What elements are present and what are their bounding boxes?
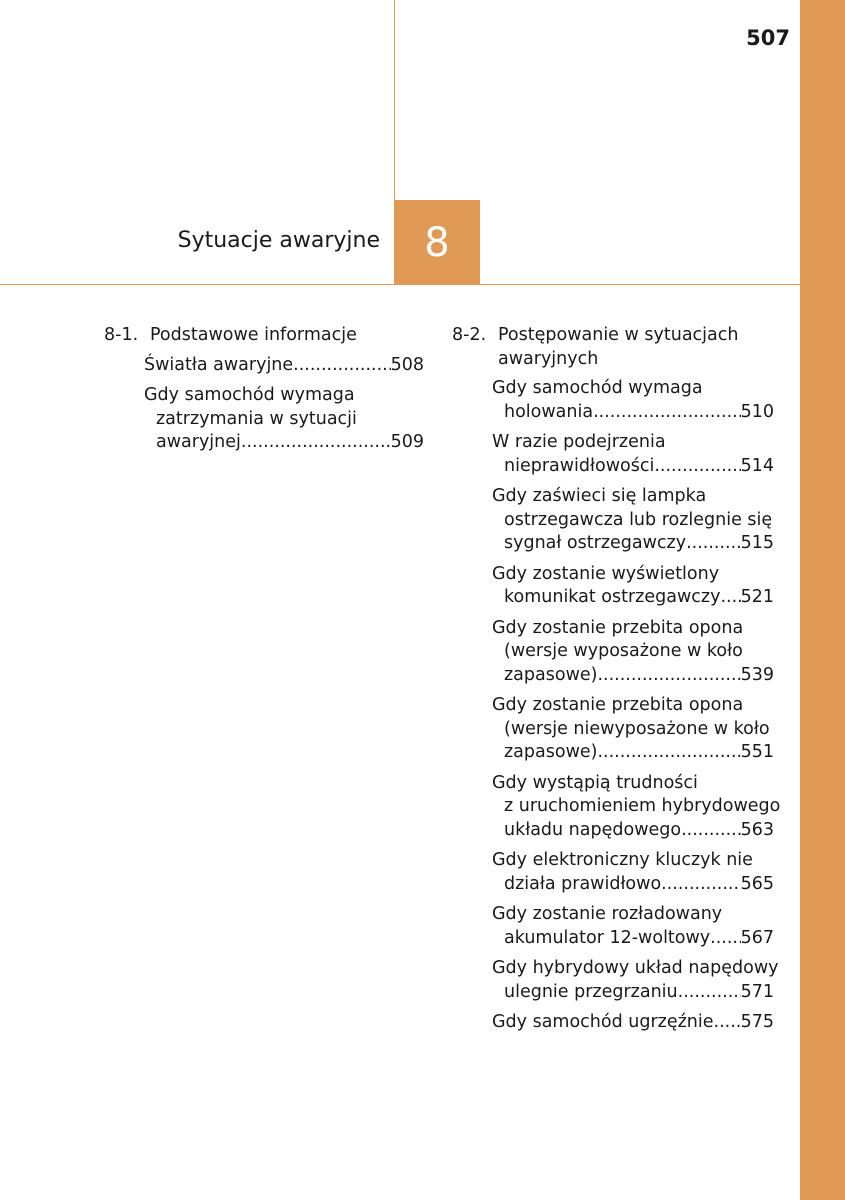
toc-entry-line: Gdy hybrydowy układ napędowy — [492, 958, 779, 978]
toc-entry-line: Gdy zostanie wyświetlony — [492, 563, 720, 584]
toc-entry-text: sygnał ostrzegawczy — [504, 533, 687, 553]
toc-entry-line: (wersje niewyposażone w koło — [504, 718, 770, 739]
section-title: Postępowanie w sytuacjach awaryjnych — [498, 325, 739, 369]
toc-entry-leader-line — [492, 927, 774, 951]
toc-entry[interactable] — [492, 903, 774, 950]
toc-entry[interactable] — [492, 1011, 774, 1035]
toc-entry[interactable] — [492, 849, 774, 896]
dot-leader — [678, 981, 741, 1005]
toc-entry-text: zapasowe) — [504, 742, 598, 762]
toc-entry[interactable] — [492, 431, 774, 478]
toc-entry-line: Gdy wystąpią trudności — [492, 772, 698, 793]
toc-entry-line: z uruchomieniem hybrydowego — [504, 796, 781, 816]
toc-entry-line: Gdy samochód wymaga — [144, 385, 355, 405]
dot-leader — [241, 431, 391, 455]
toc-entry-leader-line — [492, 455, 774, 479]
toc-entry-line: Gdy zostanie rozładowany — [492, 904, 723, 924]
toc-entry-line: ostrzegawcza lub rozlegnie się — [504, 509, 773, 530]
toc-entry-leader-line — [492, 401, 774, 425]
toc-entry-text: działa prawidłowo — [504, 873, 662, 894]
toc-entry[interactable] — [144, 354, 424, 378]
dot-leader — [597, 741, 740, 765]
toc-entry-text: awaryjnej — [156, 432, 241, 452]
toc-entry-line: Gdy zostanie przebita opona — [492, 617, 744, 638]
chapter-number-box — [394, 200, 480, 285]
section-heading — [452, 324, 774, 371]
dot-leader — [654, 455, 740, 479]
toc-entry-text: zapasowe) — [504, 664, 598, 685]
section-number: 8-2. — [452, 325, 487, 345]
toc-entry-line: Gdy zostanie przebita opona — [492, 695, 744, 715]
toc-entry-page: 551 — [740, 742, 774, 762]
dot-leader — [720, 586, 740, 610]
vertical-divider — [394, 0, 395, 200]
toc-entry-line: zatrzymania w sytuacji — [156, 408, 357, 429]
toc-entry-leader-line — [492, 586, 774, 610]
toc-entry-page: 563 — [740, 819, 774, 840]
toc-entry-text: ulegnie przegrzaniu — [504, 981, 678, 1002]
dot-leader — [714, 1011, 741, 1035]
toc-entry-text: holowania — [504, 401, 594, 422]
toc-entry-line: (wersje wyposażone w koło — [504, 641, 743, 661]
toc-entry-leader-line — [144, 354, 424, 378]
toc-entry-page: 509 — [390, 432, 424, 452]
section-number: 8-1. — [104, 325, 139, 345]
toc-entry-leader-line — [492, 981, 774, 1005]
toc-entry-leader-line — [492, 819, 774, 843]
toc-entries — [492, 377, 781, 1035]
section-title: Podstawowe informacje — [150, 325, 357, 345]
toc-entry-page: 565 — [740, 873, 774, 894]
toc-section-8-1 — [104, 324, 424, 462]
toc-entry-page: 515 — [740, 533, 774, 553]
toc-entry[interactable] — [144, 384, 424, 455]
dot-leader — [710, 927, 740, 951]
section-heading — [104, 324, 424, 348]
toc-entry-page: 521 — [740, 587, 774, 607]
toc-entry-text: Światła awaryjne — [144, 354, 294, 375]
toc-entry-line: W razie podejrzenia — [492, 432, 666, 452]
toc-entry[interactable] — [492, 377, 774, 424]
chapter-number: 8 — [424, 219, 450, 266]
toc-entry-page: 571 — [740, 981, 774, 1002]
dot-leader — [661, 873, 740, 897]
toc-entry-page: 567 — [740, 927, 774, 948]
toc-entry-page: 575 — [740, 1012, 774, 1032]
toc-entry-text: układu napędowego — [504, 819, 682, 840]
chapter-title: Sytuacje awaryjne — [177, 228, 380, 253]
toc-section-8-2 — [452, 324, 781, 1042]
toc-entry-line: Gdy elektroniczny kluczyk nie — [492, 850, 753, 870]
toc-entry-text: komunikat ostrzegawczy — [504, 587, 721, 607]
toc-entry-text: akumulator 12-woltowy — [504, 927, 711, 948]
toc-entry-leader-line — [492, 741, 774, 765]
toc-entry-page: 539 — [740, 664, 774, 685]
toc-entry-leader-line — [492, 532, 774, 556]
toc-entry-leader-line — [492, 664, 774, 688]
toc-entry-page: 508 — [390, 354, 424, 375]
toc-entry[interactable] — [492, 563, 774, 610]
dot-leader — [597, 664, 740, 688]
side-tab — [800, 0, 845, 1200]
dot-leader — [681, 819, 741, 843]
toc-entry[interactable] — [492, 617, 774, 688]
toc-entry[interactable] — [492, 485, 774, 556]
toc-entry[interactable] — [492, 772, 781, 843]
dot-leader — [293, 354, 390, 378]
toc-entries — [144, 354, 424, 455]
toc-entry-page: 510 — [740, 401, 774, 422]
toc-entry-leader-line — [144, 431, 424, 455]
toc-entry-text: nieprawidłowości — [504, 455, 655, 476]
dot-leader — [686, 532, 741, 556]
toc-entry[interactable] — [492, 694, 774, 765]
toc-entry-leader-line — [492, 873, 774, 897]
toc-entry-line: Gdy zaświeci się lampka — [492, 486, 707, 506]
toc-entry-leader-line — [492, 1011, 774, 1035]
toc-entry-line: Gdy samochód wymaga — [492, 378, 703, 398]
toc-entry-page: 514 — [740, 455, 774, 476]
toc-entry[interactable] — [492, 957, 779, 1004]
page-number: 507 — [746, 26, 790, 50]
toc-entry-text: Gdy samochód ugrzęźnie — [492, 1012, 714, 1032]
dot-leader — [593, 401, 741, 425]
